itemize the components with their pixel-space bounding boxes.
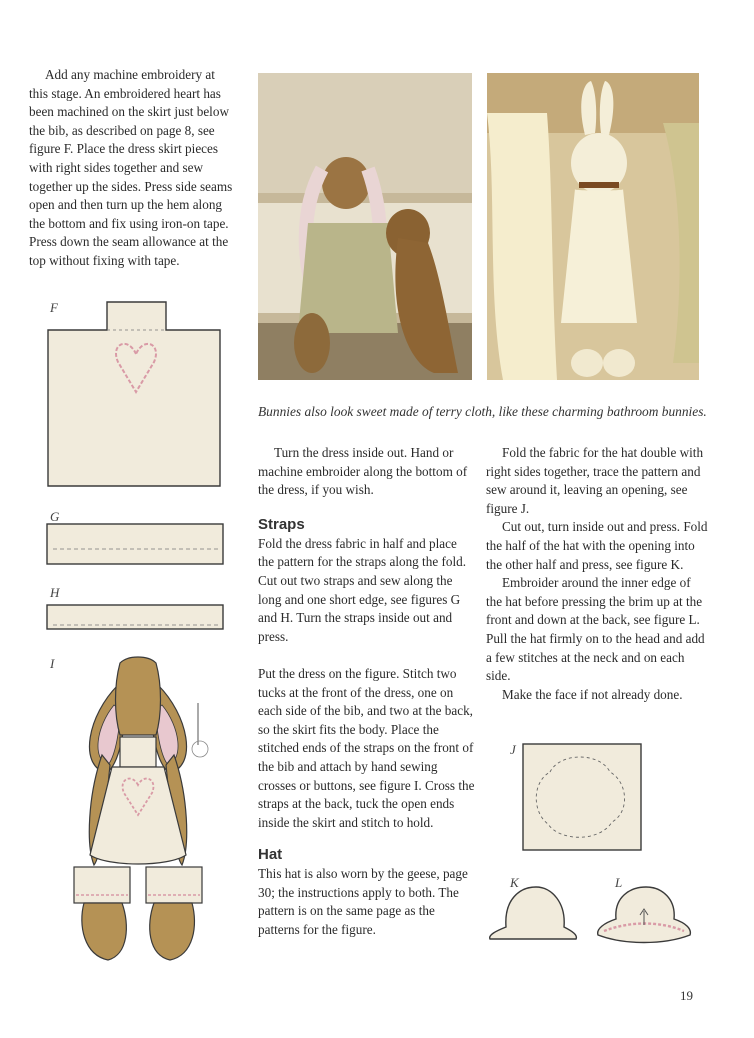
figure-f-diagram bbox=[44, 300, 229, 492]
right-paragraph-3: Embroider around the inner edge of the hat before pressing the brim up at the front and down at the back, see figure L. Pull the hat firmly on to the head and add a few stitches at the neck and on each side. bbox=[486, 575, 705, 684]
figure-l-label: L bbox=[615, 875, 623, 890]
figure-i-label: I bbox=[50, 656, 55, 671]
right-paragraph-4: Make the face if not already done. bbox=[502, 686, 683, 702]
straps-heading: Straps bbox=[258, 515, 305, 533]
right-column bbox=[486, 444, 708, 704]
page-number: 19 bbox=[680, 988, 693, 1003]
figure-g-diagram bbox=[45, 522, 227, 568]
turn-paragraph: Turn the dress inside out. Hand or machine embroider along the bottom of the dress, if you wish. bbox=[258, 445, 468, 498]
photo-caption: Bunnies also look sweet made of terry cloth, like these charming bathroom bunnies. bbox=[258, 404, 707, 419]
middle-column bbox=[258, 444, 476, 940]
intro-paragraph: Add any machine embroidery at this stage. An embroidered heart has been machined on the skirt just below the bib, as described on page 8, see figure F. Place the dress skirt pieces with right sides together and sew together up the sides. Press side seams open and then turn up the hem along the bottom and fix using iron-on tape. Press down the seam allowance at the top without fixing with tape. bbox=[29, 67, 233, 268]
figure-h-label: H bbox=[50, 585, 60, 600]
figure-j-label: J bbox=[510, 742, 516, 757]
figure-f-label: F bbox=[50, 300, 58, 315]
put-dress-paragraph: Put the dress on the figure. Stitch two tucks at the front of the dress, one on each side of the bib, and two at the back, so the skirt fits the body. Place the stitched ends of the straps on the front of the bib and attach by hand sewing crosses or buttons, see figure I. Cross the straps at the back, tuck the open ends inside the skirt and stitch to hold. bbox=[258, 665, 475, 830]
figure-i-bunny-diagram bbox=[48, 655, 240, 970]
figure-j-diagram bbox=[520, 742, 650, 854]
figure-k-label: K bbox=[510, 875, 519, 890]
photo-terry-cloth-bunny bbox=[487, 73, 699, 380]
right-paragraph-2: Cut out, turn inside out and press. Fold the half of the hat with the opening into the other half and press, see figure K. bbox=[486, 519, 708, 572]
figure-g-label: G bbox=[50, 509, 60, 524]
photo-bunnies-on-bench bbox=[258, 73, 472, 380]
right-paragraph-1: Fold the fabric for the hat double with right sides together, trace the pattern and sew around it, leaving an opening, see figure J. bbox=[486, 445, 704, 516]
hat-heading: Hat bbox=[258, 846, 283, 864]
figure-k-diagram bbox=[486, 885, 582, 945]
figure-l-diagram bbox=[594, 885, 694, 945]
hat-paragraph: This hat is also worn by the geese, page 30; the instructions apply to both. The pattern is on the same page as the patterns for the figure. bbox=[258, 866, 468, 938]
straps-paragraph: Fold the dress fabric in half and place the pattern for the straps along the fold. Cut out two straps and sew along the long and one short edge, see figures G and H. Turn the straps inside out and press. bbox=[258, 535, 467, 644]
figure-h-diagram bbox=[45, 603, 227, 633]
